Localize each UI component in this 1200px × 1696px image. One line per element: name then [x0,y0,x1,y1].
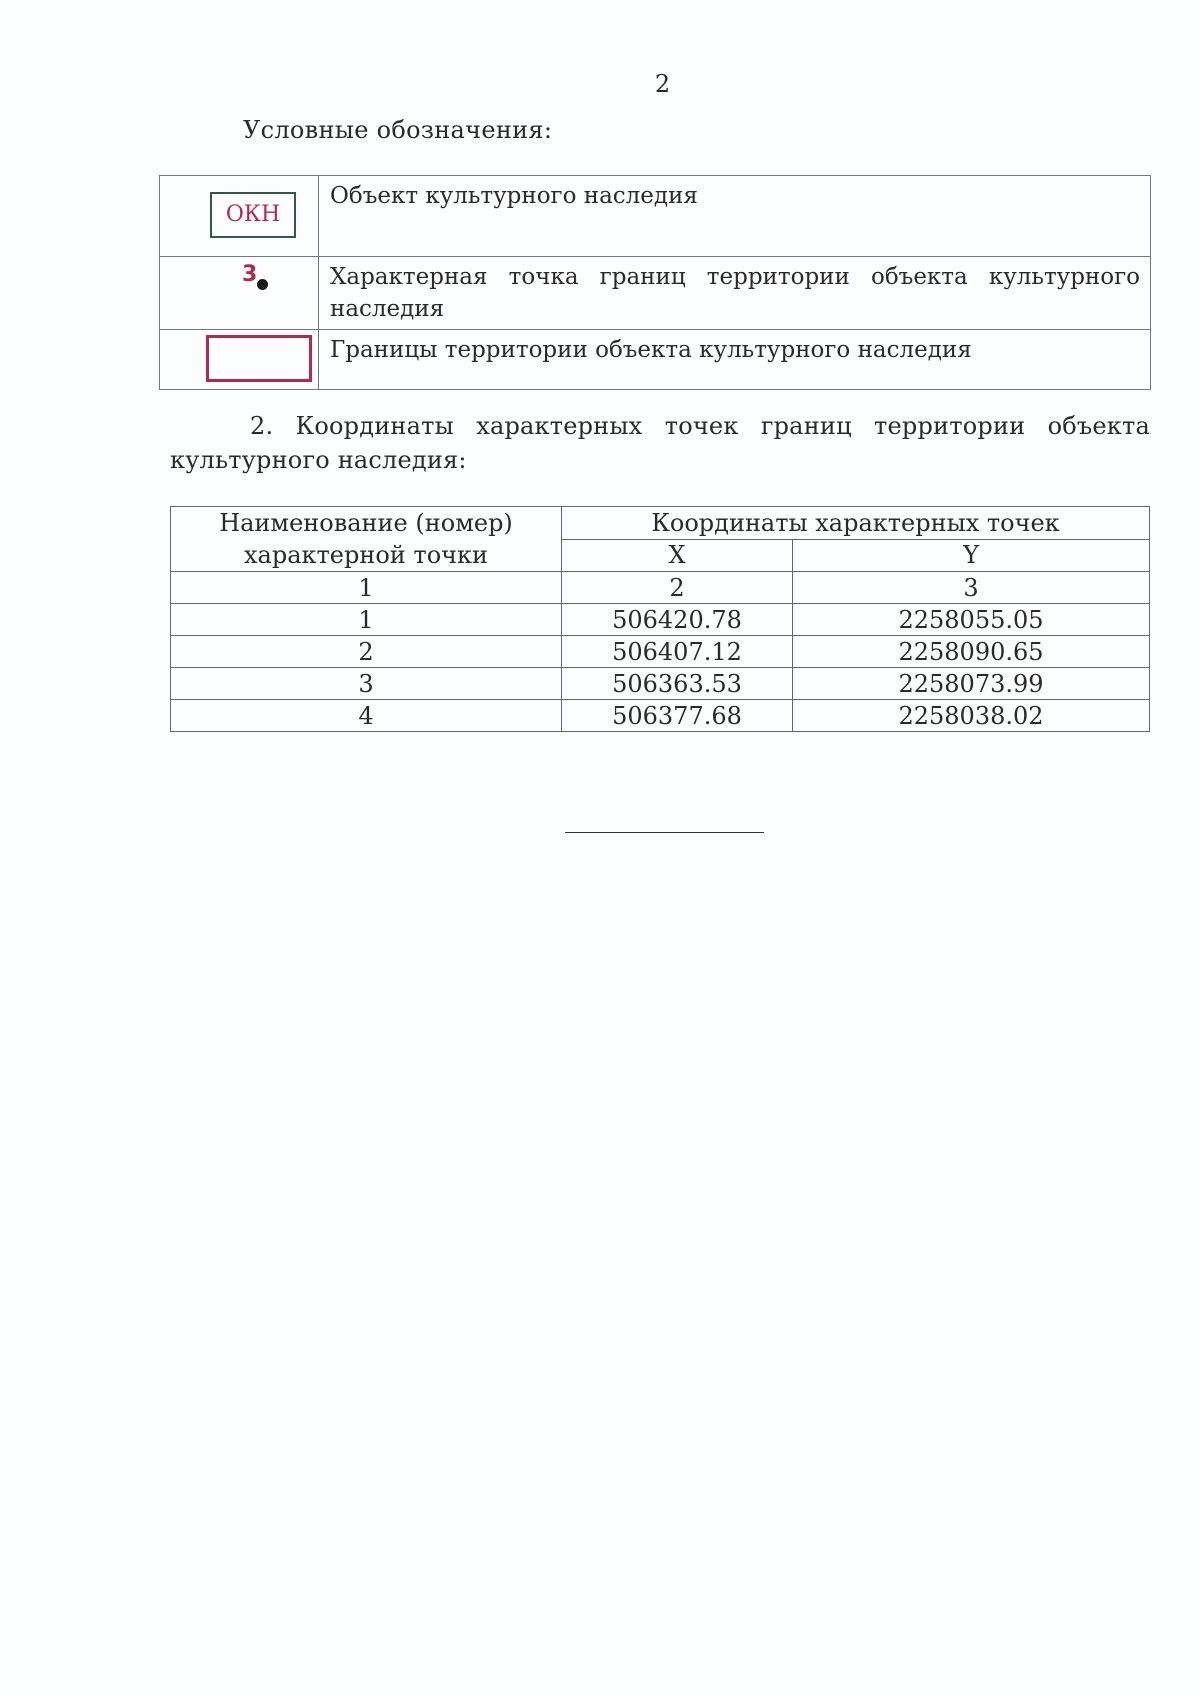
legend-table [159,175,1151,390]
section-paragraph: 2. Координаты характерных точек границ территории объекта культурного наследия: [170,412,1150,474]
point-number-cell: 4 [171,700,562,732]
legend-text-point-line2: наследия [330,296,445,322]
legend-title: Условные обозначения: [243,116,553,144]
column-number: 1 [171,572,562,604]
okn-symbol-icon: ОКН [210,192,296,238]
y-coordinate-cell: 2258073.99 [793,668,1150,700]
legend-symbol-cell [160,176,319,257]
header-point-name-line1: Наименование (номер) [219,509,513,537]
characteristic-point-icon [242,262,282,302]
point-dot-icon [257,279,268,290]
table-row [171,604,1150,636]
point-number-cell: 1 [171,604,562,636]
legend-row-okn [160,176,1151,257]
x-coordinate-cell: 506407.12 [562,636,793,668]
y-coordinate-cell: 2258090.65 [793,636,1150,668]
x-coordinate-cell: 506377.68 [562,700,793,732]
legend-text-point-line1: Характерная точка границ территории объекта культурного [330,264,1140,290]
header-point-name-line2: характерной точки [243,541,489,569]
point-number-cell: 3 [171,668,562,700]
table-row [171,668,1150,700]
column-number: 2 [562,572,793,604]
x-coordinate-cell: 506420.78 [562,604,793,636]
header-coordinates: Координаты характерных точек [562,507,1150,540]
legend-text-boundary: Границы территории объекта культурного наследия [319,330,1151,390]
point-marker-number: 3 [242,262,258,287]
header-y: Y [793,539,1150,572]
boundary-symbol-icon [206,335,312,382]
legend-symbol-cell [160,330,319,390]
end-divider [565,832,764,833]
column-number-row [171,572,1150,604]
coordinates-table [170,506,1150,732]
legend-text-point [319,257,1151,330]
y-coordinate-cell: 2258055.05 [793,604,1150,636]
x-coordinate-cell: 506363.53 [562,668,793,700]
header-x: X [562,539,793,572]
legend-text-okn: Объект культурного наследия [319,176,1151,257]
header-point-name [171,507,562,572]
y-coordinate-cell: 2258038.02 [793,700,1150,732]
table-row [171,636,1150,668]
point-number-cell: 2 [171,636,562,668]
page-number: 2 [654,70,671,98]
table-header-row [171,507,1150,540]
legend-row-boundary [160,330,1151,390]
legend-symbol-cell [160,257,319,330]
table-row [171,700,1150,732]
column-number: 3 [793,572,1150,604]
legend-row-point [160,257,1151,330]
